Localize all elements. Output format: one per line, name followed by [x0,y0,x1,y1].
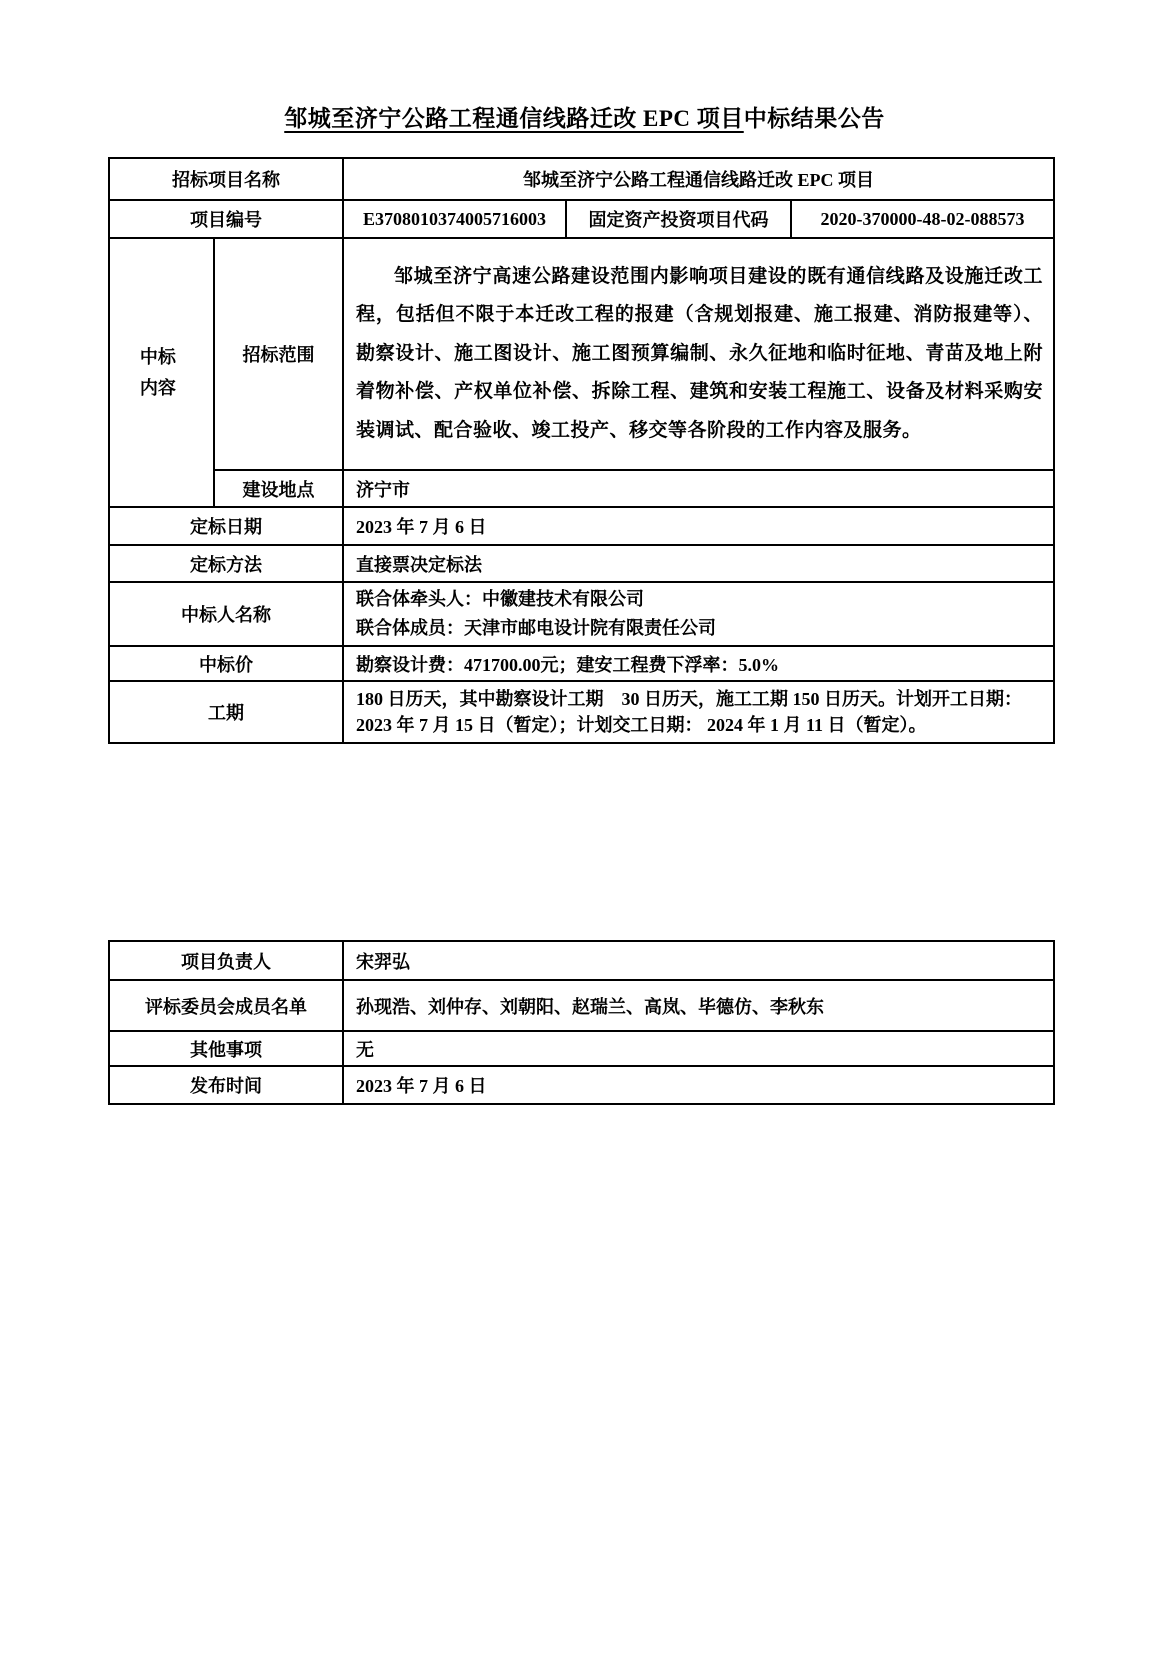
winner-member: 联合体成员：天津市邮电设计院有限责任公司 [356,618,716,638]
winner-leader: 联合体牵头人：中徽建技术有限公司 [356,589,644,609]
award-method-label: 定标方法 [109,545,343,582]
row-project-name [109,158,1054,200]
price-label: 中标价 [109,646,343,681]
price-value: 勘察设计费：471700.00元；建安工程费下浮率：5.0% [343,646,1054,681]
row-winner [109,582,1054,646]
publish-date-value: 2023 年 7 月 6 日 [343,1066,1054,1104]
page-title-rest: 中标结果公告 [743,106,885,131]
row-award-method [109,545,1054,582]
row-project-no [109,200,1054,238]
award-method-value: 直接票决定标法 [343,545,1054,582]
location-value: 济宁市 [343,470,1054,507]
bid-scope-label: 招标范围 [214,238,343,470]
bid-result-table [108,157,1055,744]
page-title-underlined: 邹城至济宁公路工程通信线路迁改 EPC 项目 [284,106,744,131]
row-award-date [109,507,1054,545]
award-date-label: 定标日期 [109,507,343,545]
duration-value: 180 日历天，其中勘察设计工期 30 日历天，施工工期 150 日历天。计划开工日期：2023 年 7 月 15 日（暂定）；计划交工日期： 2024 年 1 月 11 日（暂定）。 [343,681,1054,743]
committee-value: 孙现浩、刘仲存、刘朝阳、赵瑞兰、高岚、毕德仿、李秋东 [343,980,1054,1031]
winner-value [343,582,1054,646]
award-content-label: 中标内容 [109,238,214,507]
row-location [109,470,1054,507]
publish-date-label: 发布时间 [109,1066,343,1104]
bid-scope-value: 邹城至济宁高速公路建设范围内影响项目建设的既有通信线路及设施迁改工程，包括但不限于本迁改工程的报建（含规划报建、施工报建、消防报建等）、勘察设计、施工图设计、施工图预算编制、永久征地和临时征地、青苗及地上附着物补偿、产权单位补偿、拆除工程、建筑和安装工程施工、设备及材料采购安装调试、配合验收、竣工投产、移交等各阶段的工作内容及服务。 [343,238,1054,470]
investment-code-label: 固定资产投资项目代码 [566,200,791,238]
project-no-label: 项目编号 [109,200,343,238]
project-no-value: E3708010374005716003 [343,200,566,238]
page-title [0,0,1169,133]
row-duration [109,681,1054,743]
project-name-value: 邹城至济宁公路工程通信线路迁改 EPC 项目 [343,158,1054,200]
location-label: 建设地点 [214,470,343,507]
other-label: 其他事项 [109,1031,343,1066]
project-manager-label: 项目负责人 [109,941,343,980]
other-value: 无 [343,1031,1054,1066]
row-committee [109,980,1054,1031]
committee-table [108,940,1055,1105]
winner-label: 中标人名称 [109,582,343,646]
row-other [109,1031,1054,1066]
row-bid-scope [109,238,1054,470]
investment-code-value: 2020-370000-48-02-088573 [791,200,1054,238]
row-price [109,646,1054,681]
duration-label: 工期 [109,681,343,743]
committee-label: 评标委员会成员名单 [109,980,343,1031]
row-publish-date [109,1066,1054,1104]
project-manager-value: 宋羿弘 [343,941,1054,980]
row-project-manager [109,941,1054,980]
project-name-label: 招标项目名称 [109,158,343,200]
award-date-value: 2023 年 7 月 6 日 [343,507,1054,545]
